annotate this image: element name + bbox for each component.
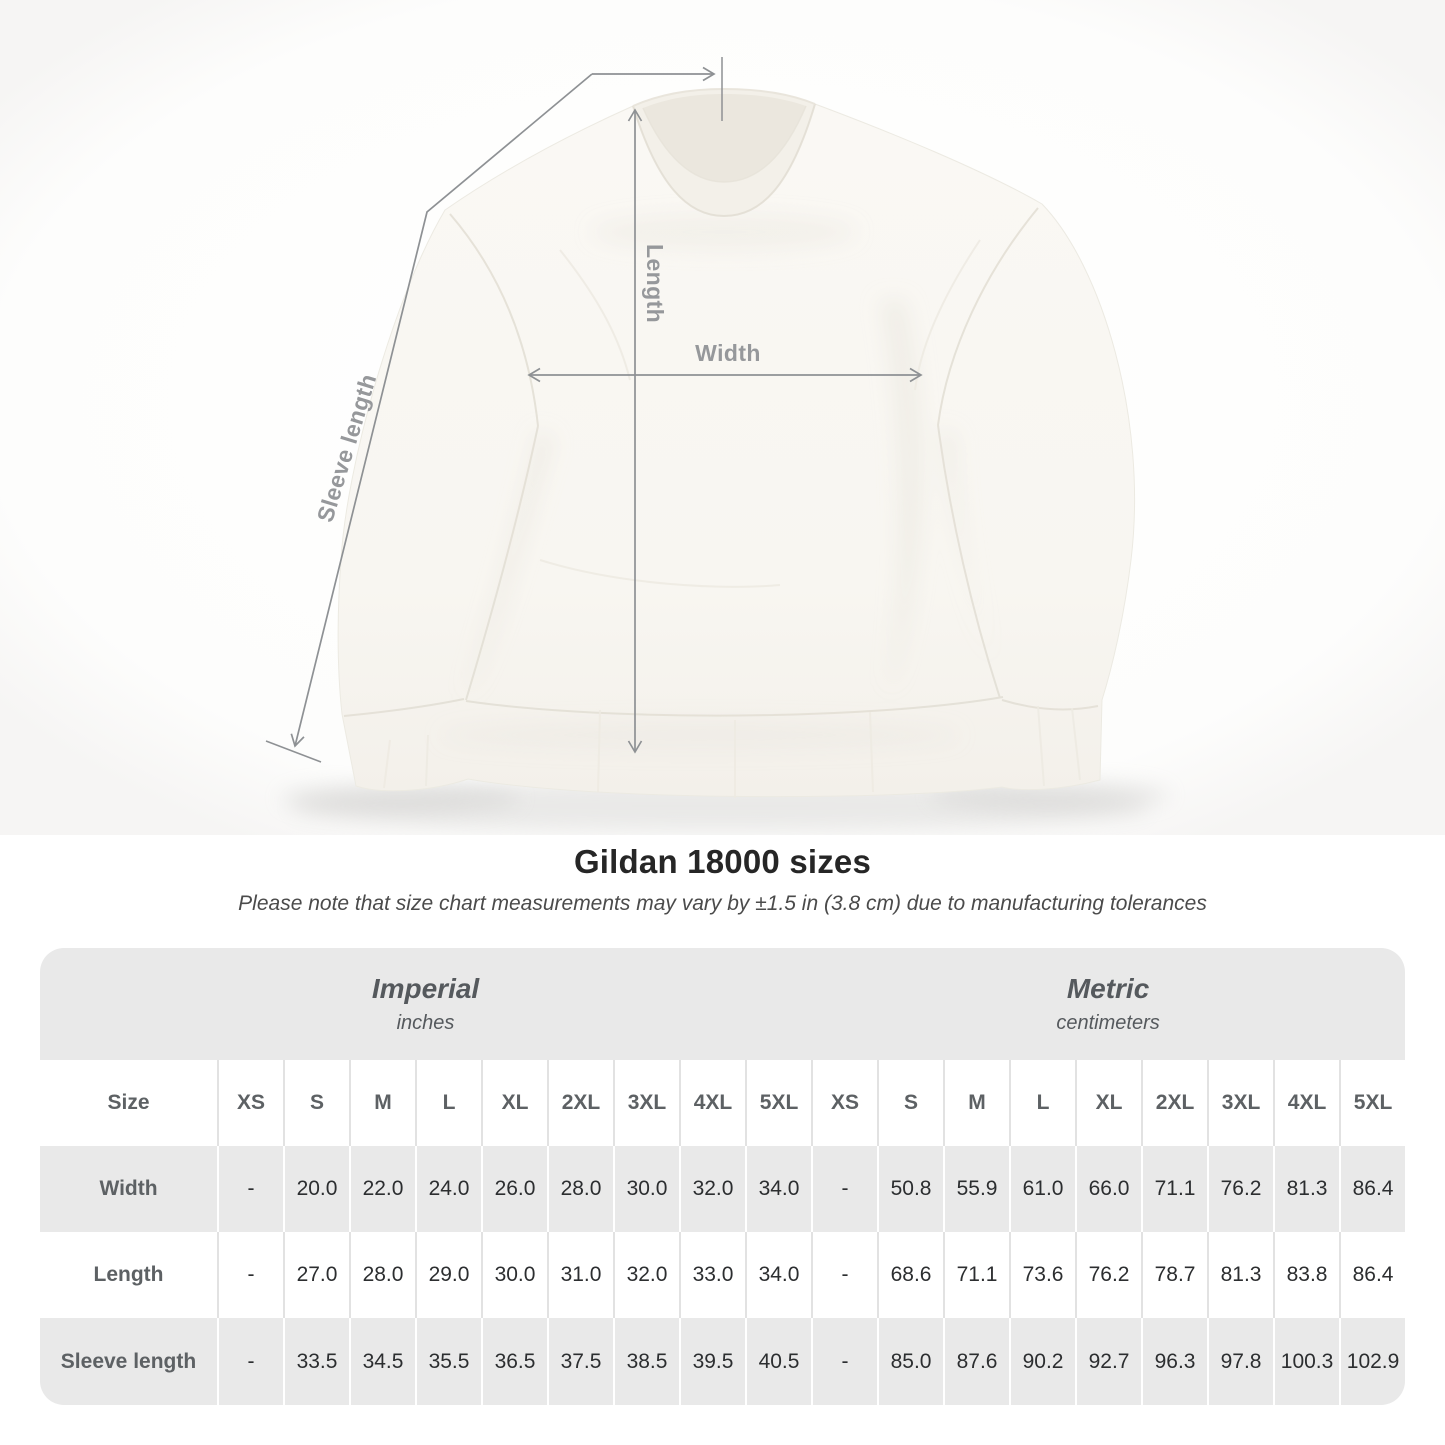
value-cell: 61.0 [1009,1146,1075,1232]
value-cell: 33.0 [679,1232,745,1318]
value-cell: - [217,1232,283,1318]
value-cell: 33.5 [283,1318,349,1405]
value-cell: 76.2 [1207,1146,1273,1232]
value-cell: 34.0 [745,1232,811,1318]
row-label: Width [40,1146,217,1232]
value-cell: 26.0 [481,1146,547,1232]
value-cell: 22.0 [349,1146,415,1232]
row-label: Sleeve length [40,1318,217,1405]
row-label: Length [40,1232,217,1318]
value-cell: 78.7 [1141,1232,1207,1318]
size-cell: S [283,1060,349,1146]
width-row [40,1146,1405,1232]
tolerance-note: Please note that size chart measurements may vary by ±1.5 in (3.8 cm) due to manufacturing tolerances [238,892,1207,915]
value-cell: 28.0 [349,1232,415,1318]
unit-group-row [40,948,1405,1060]
value-cell: - [811,1146,877,1232]
value-cell: 71.1 [1141,1146,1207,1232]
value-cell: 28.0 [547,1146,613,1232]
value-cell: 100.3 [1273,1318,1339,1405]
sleeve-length-row [40,1318,1405,1405]
value-cell: 37.5 [547,1318,613,1405]
size-cell: 4XL [1273,1060,1339,1146]
value-cell: 97.8 [1207,1318,1273,1405]
value-cell: 40.5 [745,1318,811,1405]
size-cell: L [1009,1060,1075,1146]
length-row [40,1232,1405,1318]
metric-group-unit: centimeters [1056,1012,1160,1034]
value-cell: 30.0 [481,1232,547,1318]
value-cell: - [217,1146,283,1232]
imperial-group-name: Imperial [371,973,480,1004]
value-cell: 68.6 [877,1232,943,1318]
value-cell: 76.2 [1075,1232,1141,1318]
value-cell: 92.7 [1075,1318,1141,1405]
size-cell: 4XL [679,1060,745,1146]
page-title: Gildan 18000 sizes [573,843,872,880]
value-cell: - [811,1232,877,1318]
size-cell: S [877,1060,943,1146]
value-cell: 81.3 [1273,1146,1339,1232]
value-cell: 55.9 [943,1146,1009,1232]
size-cell: L [415,1060,481,1146]
size-cell: 3XL [1207,1060,1273,1146]
width-measure-label: Width [695,340,761,366]
size-cell: XL [481,1060,547,1146]
size-cell: XL [1075,1060,1141,1146]
value-cell: 36.5 [481,1318,547,1405]
value-cell: 87.6 [943,1318,1009,1405]
value-cell: 29.0 [415,1232,481,1318]
value-cell: 34.5 [349,1318,415,1405]
value-cell: 66.0 [1075,1146,1141,1232]
value-cell: 34.0 [745,1146,811,1232]
value-cell: 85.0 [877,1318,943,1405]
size-cell: XS [811,1060,877,1146]
value-cell: 71.1 [943,1232,1009,1318]
value-cell: 39.5 [679,1318,745,1405]
heading-block [0,843,1445,916]
imperial-group-header [40,948,811,1060]
value-cell: 24.0 [415,1146,481,1232]
value-cell: 102.9 [1339,1318,1405,1405]
value-cell: - [217,1318,283,1405]
value-cell: 27.0 [283,1232,349,1318]
value-cell: 20.0 [283,1146,349,1232]
size-header-row [40,1060,1405,1146]
sleeve-length-measure-label: Sleeve length [311,370,382,526]
metric-group-name: Metric [1066,973,1150,1004]
value-cell: 73.6 [1009,1232,1075,1318]
size-cell: M [349,1060,415,1146]
value-cell: 32.0 [679,1146,745,1232]
size-cell: 2XL [1141,1060,1207,1146]
metric-group-header [811,948,1405,1060]
size-cell: 2XL [547,1060,613,1146]
size-cell: 5XL [1339,1060,1405,1146]
value-cell: 31.0 [547,1232,613,1318]
size-table-grid [40,948,1405,1405]
value-cell: 50.8 [877,1146,943,1232]
value-cell: 81.3 [1207,1232,1273,1318]
value-cell: 35.5 [415,1318,481,1405]
size-column-header: Size [40,1060,217,1146]
value-cell: 83.8 [1273,1232,1339,1318]
value-cell: 86.4 [1339,1146,1405,1232]
length-measure-label: Length [642,244,668,324]
value-cell: 86.4 [1339,1232,1405,1318]
value-cell: 32.0 [613,1232,679,1318]
size-cell: XS [217,1060,283,1146]
value-cell: 30.0 [613,1146,679,1232]
value-cell: - [811,1318,877,1405]
value-cell: 38.5 [613,1318,679,1405]
value-cell: 96.3 [1141,1318,1207,1405]
value-cell: 90.2 [1009,1318,1075,1405]
imperial-group-unit: inches [396,1012,455,1034]
size-cell: 5XL [745,1060,811,1146]
size-table [40,948,1405,1405]
size-cell: 3XL [613,1060,679,1146]
size-cell: M [943,1060,1009,1146]
